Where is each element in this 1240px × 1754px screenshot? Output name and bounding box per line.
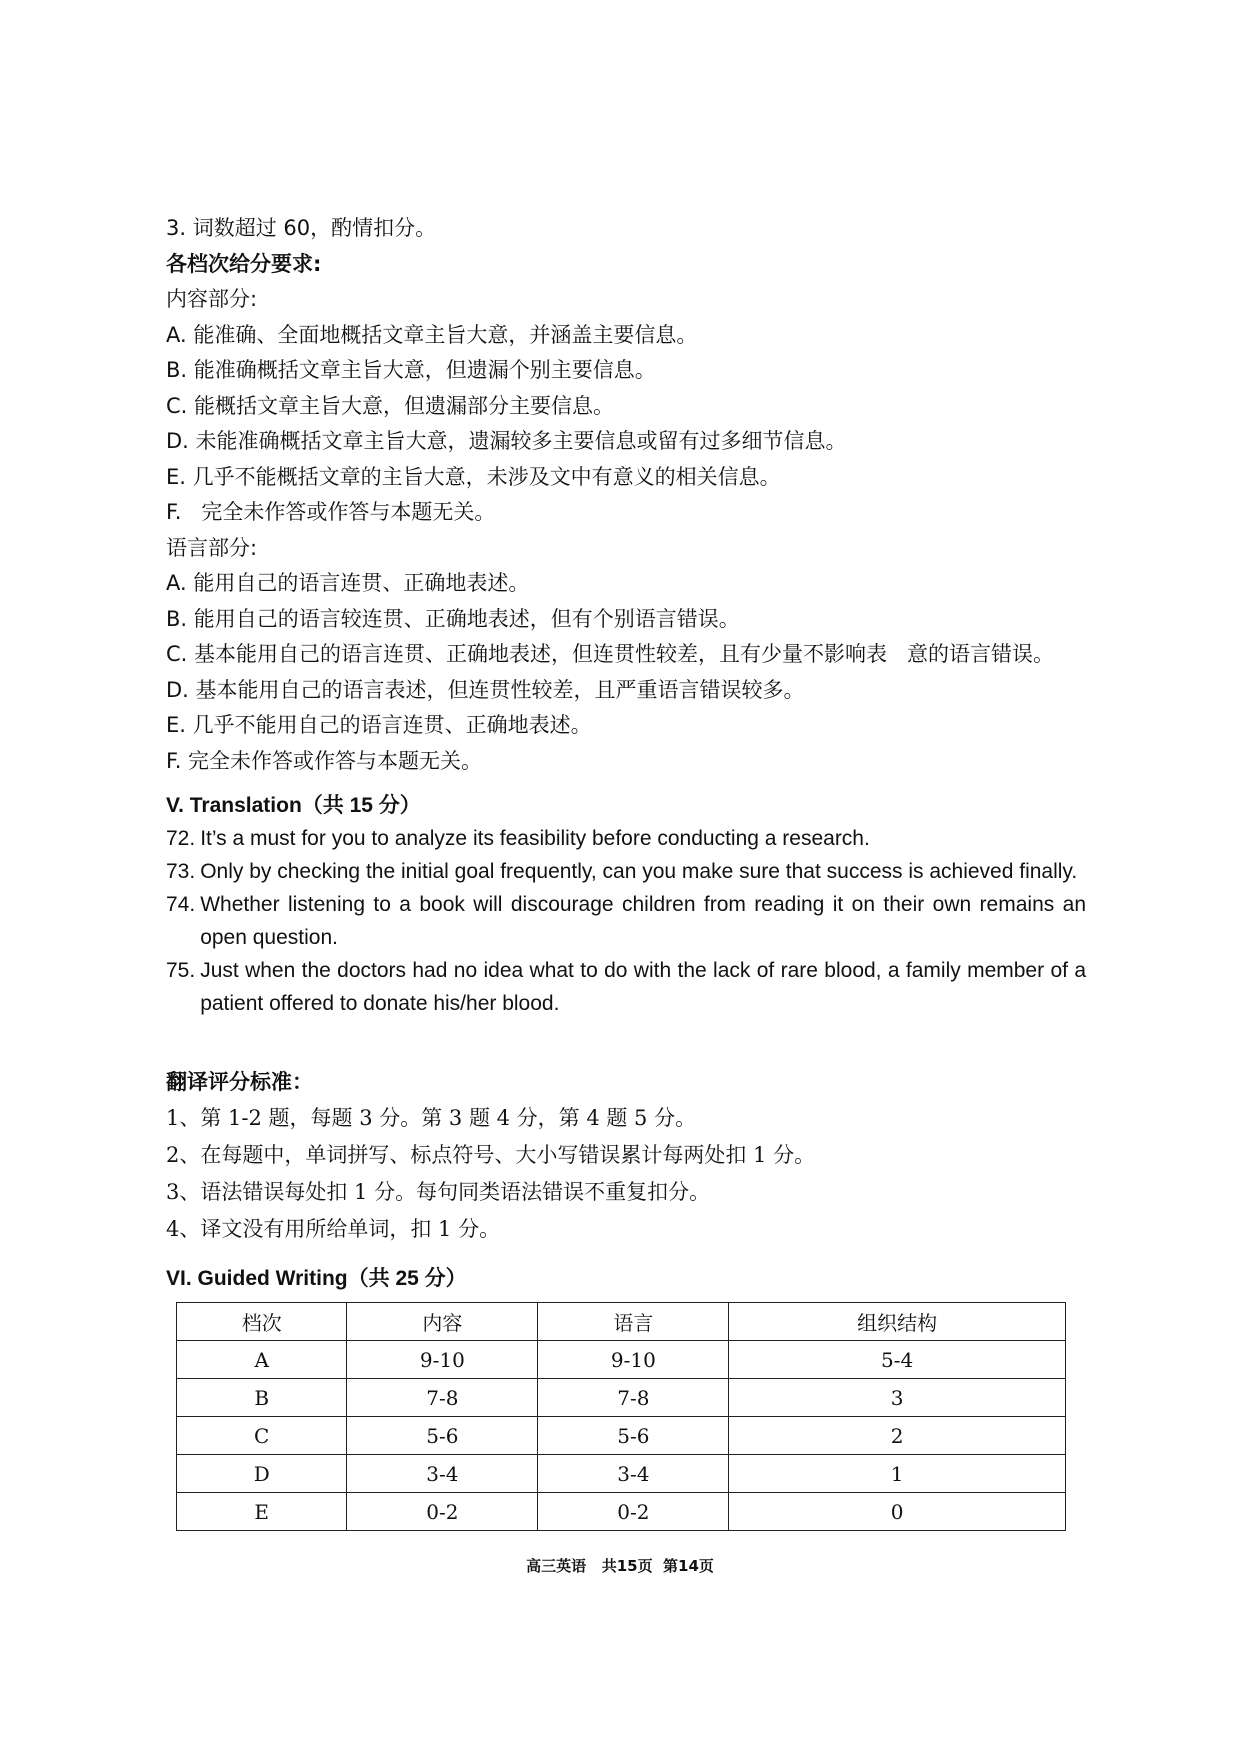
summary-rule-3: 3. 词数超过 60，酌情扣分。 (166, 216, 437, 240)
rubric-item-2: 2、在每题中，单词拼写、标点符号、大小写错误累计每两处扣 1 分。 (166, 1143, 816, 1167)
content-item-d: D. 未能准确概括文章主旨大意，遗漏较多主要信息或留有过多细节信息。 (166, 429, 847, 453)
translation-rubric (166, 1063, 1086, 1248)
content-item-a: A. 能准确、全面地概括文章主旨大意，并涵盖主要信息。 (166, 322, 698, 347)
table-row (177, 1417, 1066, 1455)
header-structure: 组织结构 (729, 1303, 1066, 1341)
language-item-c: C. 基本能用自己的语言连贯、正确地表述，但连贯性较差，且有少量不影响表 意的语言错误。 (166, 642, 1055, 666)
rubric-item-4: 4、译文没有用所给单词，扣 1 分。 (166, 1217, 501, 1241)
translation-answer-73 (166, 855, 1086, 888)
grade-cell: E (177, 1493, 347, 1531)
grade-cell: D (177, 1455, 347, 1493)
table-row (177, 1493, 1066, 1531)
rubric-item-3: 3、语法错误每处扣 1 分。每句同类语法错误不重复扣分。 (166, 1180, 711, 1204)
content-cell: 5-6 (347, 1417, 538, 1455)
language-cell: 7-8 (538, 1379, 729, 1417)
translation-answer-75 (166, 954, 1086, 1020)
language-item-d: D. 基本能用自己的语言表述，但连贯性较差，且严重语言错误较多。 (166, 677, 805, 702)
header-language: 语言 (538, 1303, 729, 1341)
content-cell: 9-10 (347, 1341, 538, 1379)
content-item-e: E. 几乎不能概括文章的主旨大意，未涉及文中有意义的相关信息。 (166, 464, 781, 489)
table-row (177, 1341, 1066, 1379)
answer-number: 75. (166, 959, 196, 982)
answer-number: 72. (166, 827, 196, 850)
guided-writing-title: VI. Guided Writing（共 25 分） (166, 1267, 467, 1290)
page-footer: 高三英语 共15页 第14页 (526, 1557, 714, 1575)
answer-number: 73. (166, 860, 196, 883)
header-content: 内容 (347, 1303, 538, 1341)
content-item-f: F. 完全未作答或作答与本题无关。 (166, 500, 496, 524)
content-cell: 0-2 (347, 1493, 538, 1531)
language-item-a: A. 能用自己的语言连贯、正确地表述。 (166, 571, 530, 595)
answer-text: Whether listening to a book will discourage children from reading it on their own remains an open question. (200, 893, 1086, 949)
grade-cell: B (177, 1379, 347, 1417)
grading-table (176, 1302, 1066, 1531)
translation-answer-74 (166, 888, 1086, 954)
translation-answer-72 (166, 822, 1086, 855)
answer-number: 74. (166, 893, 196, 916)
answer-text: Just when the doctors had no idea what to do with the lack of rare blood, a family member of a patient offered to donate his/her blood. (200, 959, 1086, 1015)
table-row (177, 1379, 1066, 1417)
table-row (177, 1455, 1066, 1493)
content-item-c: C. 能概括文章主旨大意，但遗漏部分主要信息。 (166, 393, 615, 418)
language-heading: 语言部分: (166, 535, 258, 560)
structure-cell: 0 (729, 1493, 1066, 1531)
structure-cell: 1 (729, 1455, 1066, 1493)
translation-title: V. Translation（共 15 分） (166, 794, 421, 817)
content-item-b: B. 能准确概括文章主旨大意，但遗漏个别主要信息。 (166, 358, 656, 382)
language-item-f: F. 完全未作答或作答与本题无关。 (166, 748, 483, 773)
structure-cell: 2 (729, 1417, 1066, 1455)
answer-text: It’s a must for you to analyze its feasibility before conducting a research. (200, 827, 870, 850)
rubric-title: 翻译评分标准： (166, 1069, 313, 1094)
table-header-row (177, 1303, 1066, 1341)
content-cell: 7-8 (347, 1379, 538, 1417)
structure-cell: 3 (729, 1379, 1066, 1417)
structure-cell: 5-4 (729, 1341, 1066, 1379)
language-cell: 3-4 (538, 1455, 729, 1493)
language-item-b: B. 能用自己的语言较连贯、正确地表述，但有个别语言错误。 (166, 606, 740, 631)
grade-cell: A (177, 1341, 347, 1379)
content-heading: 内容部分: (166, 287, 258, 311)
answer-text: Only by checking the initial goal frequently, can you make sure that success is achieved finally. (200, 860, 1078, 883)
language-cell: 0-2 (538, 1493, 729, 1531)
header-grade: 档次 (177, 1303, 347, 1341)
language-item-e: E. 几乎不能用自己的语言连贯、正确地表述。 (166, 713, 592, 737)
language-cell: 9-10 (538, 1341, 729, 1379)
language-cell: 5-6 (538, 1417, 729, 1455)
content-cell: 3-4 (347, 1455, 538, 1493)
grade-cell: C (177, 1417, 347, 1455)
page-content (166, 211, 1086, 1295)
rubric-item-1: 1、第 1-2 题，每题 3 分。第 3 题 4 分，第 4 题 5 分。 (166, 1106, 697, 1130)
criteria-title: 各档次给分要求: (166, 251, 322, 276)
